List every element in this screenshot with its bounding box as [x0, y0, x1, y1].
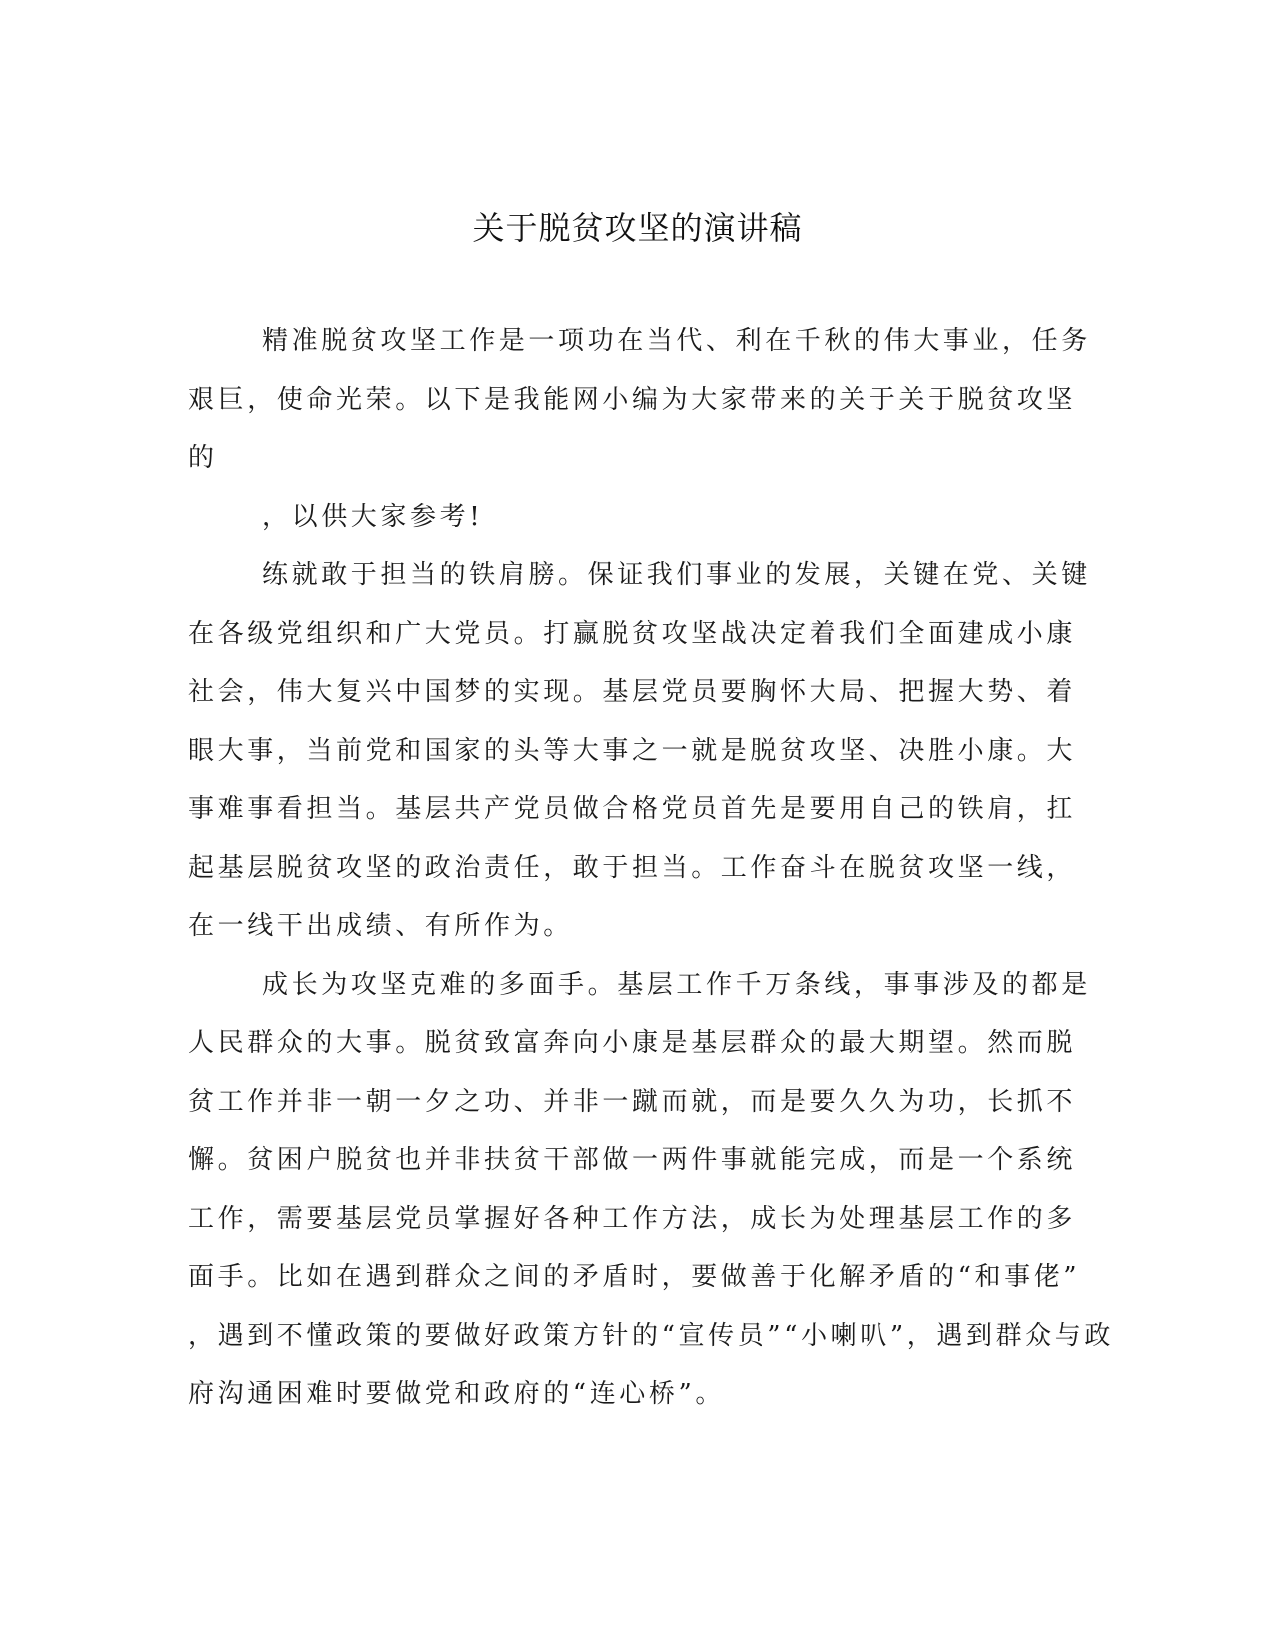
- text-line: 贫工作并非一朝一夕之功、并非一蹴而就，而是要久久为功，长抓不: [188, 1087, 1077, 1117]
- text-line: 练就敢于担当的铁肩膀。保证我们事业的发展，关键在党、关键: [262, 560, 1091, 590]
- text-line: 人民群众的大事。脱贫致富奔向小康是基层群众的最大期望。然而脱: [188, 1028, 1077, 1058]
- text-line: 精准脱贫攻坚工作是一项功在当代、利在千秋的伟大事业，任务: [262, 326, 1091, 356]
- document-title: 关于脱贫攻坚的演讲稿: [472, 209, 803, 247]
- text-line: 在一线干出成绩、有所作为。: [188, 911, 573, 941]
- text-line: 府沟通困难时要做党和政府的“连心桥”。: [188, 1379, 725, 1409]
- text-line: ，遇到不懂政策的要做好政策方针的“宣传员”“小喇叭”，遇到群众与政: [188, 1321, 1114, 1351]
- text-line: 起基层脱贫攻坚的政治责任，敢于担当。工作奋斗在脱贫攻坚一线，: [188, 853, 1077, 883]
- text-line: 眼大事，当前党和国家的头等大事之一就是脱贫攻坚、决胜小康。大: [188, 736, 1077, 766]
- text-line: 懈。贫困户脱贫也并非扶贫干部做一两件事就能完成，而是一个系统: [188, 1145, 1077, 1175]
- text-line: 面手。比如在遇到群众之间的矛盾时，要做善于化解矛盾的“和事佬”: [188, 1262, 1081, 1292]
- text-line: 成长为攻坚克难的多面手。基层工作千万条线，事事涉及的都是: [262, 970, 1091, 1000]
- text-line: 工作，需要基层党员掌握好各种工作方法，成长为处理基层工作的多: [188, 1204, 1077, 1234]
- text-line: 社会，伟大复兴中国梦的实现。基层党员要胸怀大局、把握大势、着: [188, 677, 1077, 707]
- text-line: ，以供大家参考!: [262, 502, 484, 532]
- text-line: 艰巨，使命光荣。以下是我能网小编为大家带来的关于关于脱贫攻坚: [188, 385, 1077, 415]
- text-line: 的: [188, 443, 218, 473]
- text-line: 事难事看担当。基层共产党员做合格党员首先是要用自己的铁肩，扛: [188, 794, 1077, 824]
- text-line: 在各级党组织和广大党员。打赢脱贫攻坚战决定着我们全面建成小康: [188, 619, 1077, 649]
